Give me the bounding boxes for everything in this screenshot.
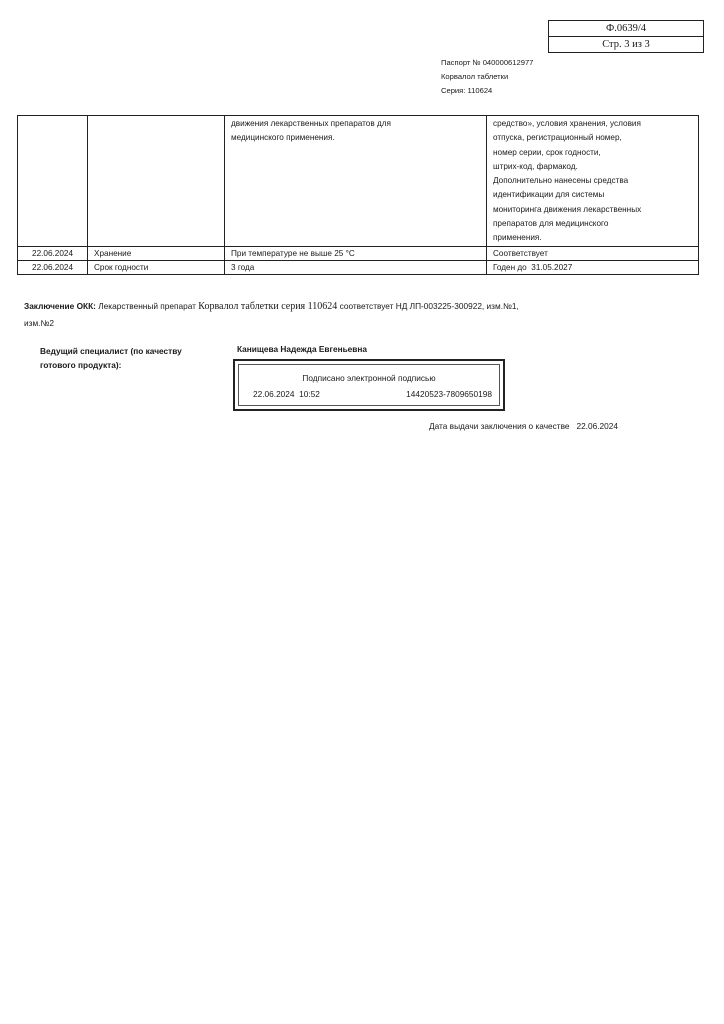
quality-table	[17, 115, 699, 275]
result-cell: средство», условия хранения, условия отпуска, регистрационный номер, номер серии, срок годности, штрих-код, фармакод. Дополнительно нанесены средства идентификации для системы мониторинга движения лекарственных препаратов для медицинского применения.	[487, 116, 699, 247]
name-cell	[88, 116, 225, 247]
series-number: Серия: 110624	[441, 86, 493, 95]
electronic-signature-box	[233, 359, 505, 411]
signature-datetime: 22.06.2024 10:52	[253, 389, 320, 399]
result-cell: Годен до 31.05.2027	[487, 260, 699, 274]
signature-inner-frame	[238, 364, 500, 406]
name-cell: Срок годности	[88, 260, 225, 274]
specialist-name: Канищева Надежда Евгеньевна	[237, 344, 368, 354]
table-row	[18, 246, 699, 260]
requirement-cell: 3 года	[225, 260, 487, 274]
page-number: Стр. 3 из 3	[549, 36, 703, 52]
date-cell	[18, 116, 88, 247]
result-cell: Соответствует	[487, 246, 699, 260]
passport-header	[441, 56, 533, 98]
form-code: Ф.0639/4	[605, 23, 647, 34]
form-code-box	[548, 20, 704, 53]
conclusion-label: Заключение ОКК:	[24, 301, 96, 311]
conclusion-text-1: Лекарственный препарат	[98, 301, 196, 311]
qc-conclusion	[24, 298, 704, 331]
date-cell: 22.06.2024	[18, 260, 88, 274]
specialist-role: Ведущий специалист (по качеству готового продукта):	[40, 346, 182, 370]
issue-date: Дата выдачи заключения о качестве 22.06.2024	[429, 421, 618, 431]
name-cell: Хранение	[88, 246, 225, 260]
signature-title: Подписано электронной подписью	[302, 373, 436, 383]
table-row	[18, 260, 699, 274]
table-row	[18, 116, 699, 247]
passport-number: Паспорт № 040000612977	[441, 58, 534, 67]
conclusion-text-2: соответствует НД ЛП-003225-300922, изм.№1,	[339, 301, 519, 311]
requirement-cell: движения лекарственных препаратов для медицинского применения.	[225, 116, 487, 247]
requirement-cell: При температуре не выше 25 °С	[225, 246, 487, 260]
date-cell: 22.06.2024	[18, 246, 88, 260]
signature-id: 14420523-7809650198	[406, 389, 492, 399]
product-name: Корвалол таблетки	[441, 72, 509, 81]
conclusion-product-series: Корвалол таблетки серия 110624	[198, 301, 338, 312]
conclusion-text-3: изм.№2	[24, 318, 54, 328]
